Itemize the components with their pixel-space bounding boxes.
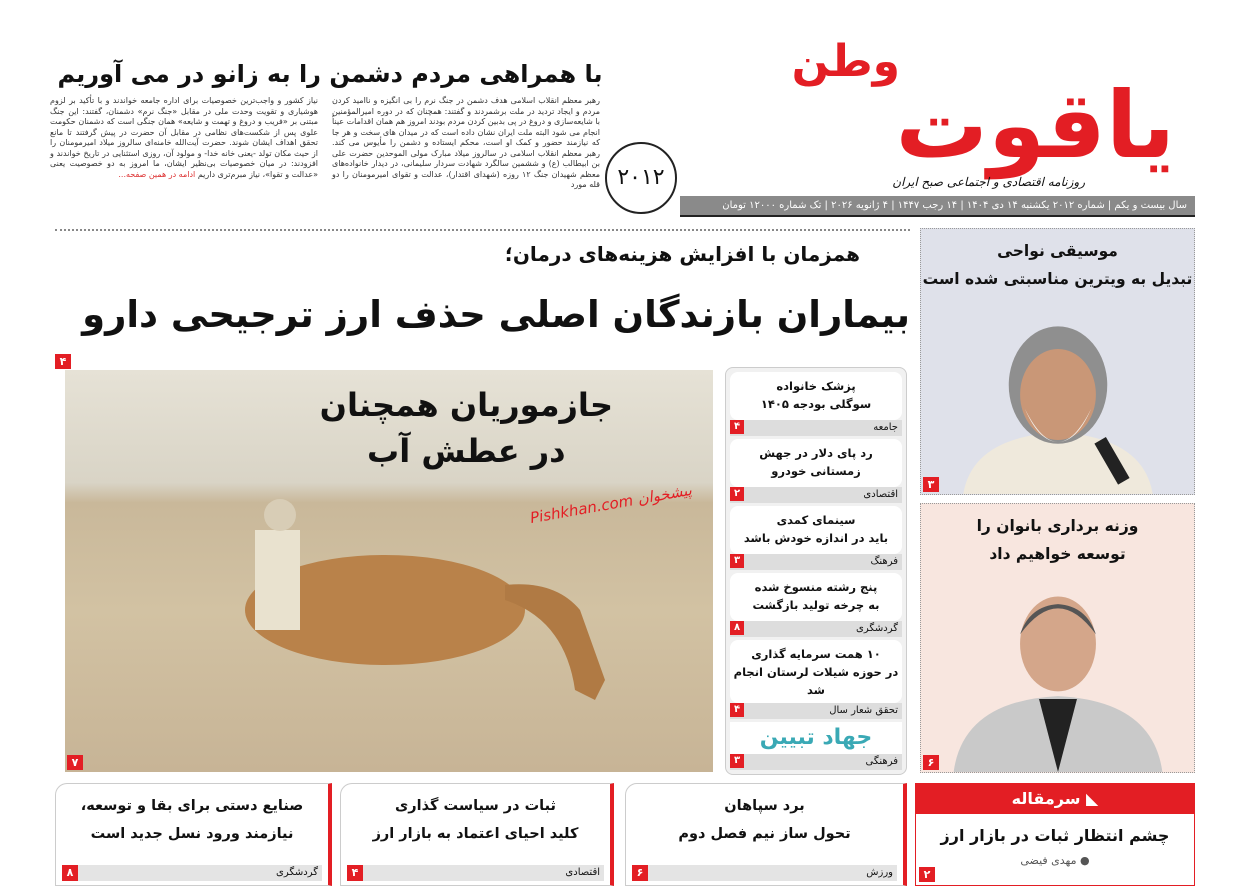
teaser[interactable]: [730, 372, 902, 436]
page-badge: ۲: [730, 487, 744, 501]
story-line: صنایع دستی برای بقا و توسعه،: [80, 798, 304, 814]
page-badge: ۳: [923, 477, 939, 492]
lead-headline[interactable]: بیماران بازندگان اصلی حذف ارز ترجیحی دارو: [82, 293, 910, 336]
section-label: اقتصادی: [863, 489, 898, 500]
divider: [55, 229, 910, 231]
page-badge: ۴: [347, 865, 363, 881]
page-badge: ۲: [919, 867, 935, 882]
editorial-author: ● مهدی فیضی: [1020, 854, 1090, 867]
editorial-label: سرمقاله: [1011, 789, 1081, 808]
jahad-logo: جهاد تبیین: [730, 722, 902, 754]
photo-title-line1: جازموریان همچنان: [319, 386, 613, 424]
photo-title-line2: در عطش آب: [367, 432, 566, 470]
section-label: فرهنگ: [870, 556, 898, 567]
story-line: تحول ساز نیم فصل دوم: [678, 826, 851, 842]
section-label: گردشگری: [276, 867, 318, 878]
page-badge: ۴: [730, 703, 744, 717]
music-story[interactable]: [920, 228, 1195, 495]
lead-photo[interactable]: [65, 370, 713, 772]
story-line: موسیقی نواحی: [997, 242, 1118, 260]
story-line: نیازمند ورود نسل جدید است: [90, 826, 294, 842]
portrait-photo: [948, 314, 1168, 494]
story-line: توسعه خواهیم داد: [989, 545, 1126, 563]
bottom-story[interactable]: [55, 783, 332, 886]
teaser-line: پزشک خانواده: [776, 379, 856, 393]
teaser-line: ۱۰ همت سرمایه گذاری: [751, 647, 881, 661]
teaser-line: سوگلی بودجه ۱۴۰۵: [760, 397, 872, 411]
editorial[interactable]: [915, 783, 1195, 886]
lead-kicker: همزمان با افزایش هزینه‌های درمان؛: [504, 242, 860, 266]
section-label: جامعه: [873, 422, 898, 433]
page-badge: ۸: [730, 621, 744, 635]
teaser[interactable]: [730, 640, 902, 719]
sidebar-teasers: [725, 367, 907, 775]
logo-sub: وطن: [791, 36, 900, 87]
photo-title: [320, 382, 613, 474]
portrait-photo: [938, 587, 1178, 772]
page-badge: ۸: [62, 865, 78, 881]
top-story-headline[interactable]: با همراهی مردم دشمن را به زانو در می آوریم: [57, 60, 603, 88]
teaser-line: پنج رشته منسوخ شده: [754, 580, 878, 594]
continue-link[interactable]: ادامه در همین صفحه...: [118, 169, 196, 179]
editorial-icon: ◣: [1080, 789, 1099, 808]
issue-stamp: ۲۰۱۲: [605, 142, 677, 214]
story-line: برد سپاهان: [724, 798, 805, 814]
teaser-line: به چرخه تولید بازگشت: [752, 598, 880, 612]
teaser[interactable]: [730, 506, 902, 570]
teaser-line: در حوزه شیلات لرستان انجام شد: [733, 665, 899, 697]
watermark: پیشخوان Pishkhan.com: [528, 480, 694, 528]
page-badge: ۷: [67, 755, 83, 770]
column-text: نیاز کشور و واجب‌ترین خصوصیات برای اداره جامعه خواندند و با تأکید بر لزوم هوشیاری و تقویت وحدت ملی در مقابل «جنگ نرم» دشمنان، گفتند: این جنگ مبتنی بر «فریب و دروغ و تهمت و شایعه» همان جنگی است که دشمنان حکومت علوی پس از شکست‌های نظامی در مقابل آن حضرت در پیش گرفتند تا مانع تحقق اهداف ایشان شوند. حضرت آیت‌الله خامنه‌ای سالروز میلاد امیرمومنان را از حیث مکان تولد -یعنی خانه خدا- و مولود آن، روزی استثنایی در تاریخ خواندند و افزودند: در میان خصوصیات بی‌نظیر ایشان، ما امروز به دو خصوصیت یعنی «عدالت و تقوا»، نیاز مبرم‌تری داریم: [50, 96, 318, 179]
page-badge: ۴: [55, 354, 71, 369]
story-line: ثبات در سیاست گذاری: [395, 798, 556, 814]
teaser[interactable]: [730, 573, 902, 637]
issue-info-bar: سال بیست و یکم | شماره ۲۰۱۲ یکشنبه ۱۴ دی ۱۴۰۴ | ۱۴ رجب ۱۴۴۷ | ۴ ژانویه ۲۰۲۶ | تک شماره ۱۲۰۰۰ تومان: [680, 196, 1195, 217]
teaser[interactable]: [730, 439, 902, 503]
story-line: تبدیل به ویترین مناسبتی شده است: [922, 270, 1193, 288]
tagline: روزنامه اقتصادی و اجتماعی صبح ایران: [892, 175, 1085, 189]
section-label: فرهنگی: [865, 756, 898, 767]
page-badge: ۳: [730, 554, 744, 568]
editorial-headline: چشم انتظار ثبات در بازار ارز: [940, 826, 1170, 845]
teaser-line: سینمای کمدی: [776, 513, 856, 527]
page-badge: ۶: [923, 755, 939, 770]
section-label: ورزش: [866, 867, 893, 878]
logo-main: یاقوت: [895, 72, 1175, 179]
teaser-line: رد پای دلار در جهش: [759, 446, 873, 460]
masthead-logo: [700, 36, 1195, 195]
jahad-teaser[interactable]: [730, 722, 902, 770]
weightlifting-story[interactable]: [920, 503, 1195, 773]
page-badge: ۳: [730, 754, 744, 768]
bottom-story[interactable]: [625, 783, 907, 886]
section-label: تحقق شعار سال: [829, 705, 898, 716]
teaser-line: زمستانی خودرو: [771, 464, 861, 478]
camel-illustration: [235, 490, 615, 720]
page-badge: ۶: [632, 865, 648, 881]
bottom-story[interactable]: [340, 783, 614, 886]
top-story-column-left: [50, 96, 318, 180]
top-story-column-right: رهبر معظم انقلاب اسلامی هدف دشمن در جنگ نرم را بی انگیزه و ناامید کردن مردم و ایجاد تردید در ملت برشمردند و گفتند: همچنان که در دوره امیرالمؤمنین با شایعه‌سازی و دروغ در پی بدبین کردن مردم بودند امروز هم همان اقدامات عیناً انجام می شود البته ملت ایران نشان داده است که در میدان های سخت و هر جا که نیازمند حضور و کمک او است، محکم ایستاده و دشمن را مأیوس می کند. رهبر معظم انقلاب اسلامی در سالروز میلاد مبارک مولی الموحدین حضرت علی بن ابیطالب (ع) و ششمین سالگرد شهادت سردار سلیمانی، در دیدار خانواده‌های معظم شهیدان جنگ ۱۲ روزه (شهدای اقتدار)، عدالت و تقوای امیرمومنان را دو قله مورد: [332, 96, 600, 189]
teaser-line: باید در اندازه خودش باشد: [743, 531, 889, 545]
story-line: وزنه برداری بانوان را: [976, 517, 1139, 535]
story-line: کلید احیای اعتماد به بازار ارز: [372, 826, 579, 842]
section-label: گردشگری: [856, 623, 898, 634]
section-label: اقتصادی: [565, 867, 600, 878]
page-badge: ۴: [730, 420, 744, 434]
